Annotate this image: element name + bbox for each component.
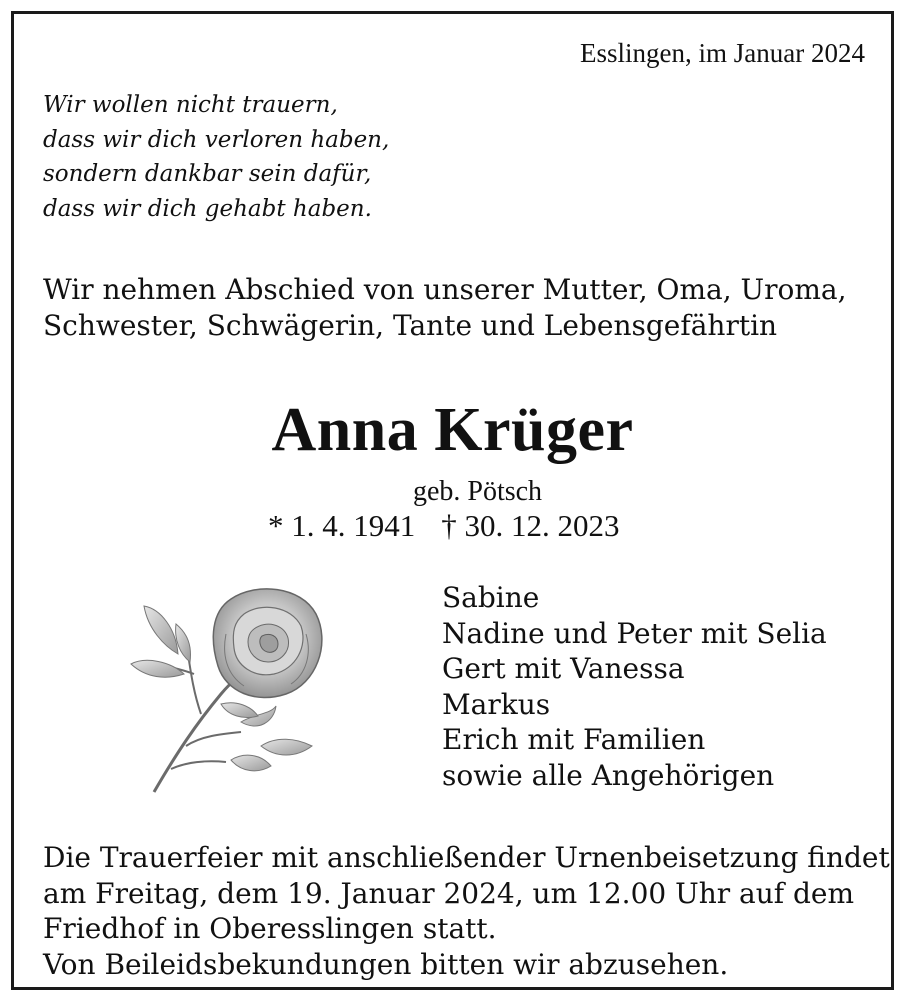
- family-member: Markus: [442, 687, 551, 721]
- poem-line: dass wir dich gehabt haben.: [43, 195, 372, 222]
- poem-line: sondern dankbar sein dafür,: [43, 161, 372, 187]
- place-date: Esslingen, im Januar 2024: [580, 38, 865, 68]
- funeral-line: Friedhof in Oberesslingen statt.: [43, 912, 497, 945]
- family-member: Erich mit Familien: [442, 723, 706, 756]
- funeral-line: Die Trauerfeier mit anschließender Urnenbeisetzung findet: [43, 841, 890, 874]
- family-member: Nadine und Peter mit Selia: [442, 616, 827, 650]
- funeral-info: [43, 840, 890, 982]
- family-member: sowie alle Angehörigen: [442, 758, 775, 792]
- family-member: Gert mit Vanessa: [442, 652, 685, 685]
- funeral-line: Von Beileidsbekundungen bitten wir abzusehen.: [43, 947, 729, 981]
- intro-line: Wir nehmen Abschied von unserer Mutter, Oma, Uroma,: [43, 273, 847, 306]
- family-list: [442, 580, 827, 793]
- poem-line: dass wir dich verloren haben,: [43, 126, 390, 153]
- death-date: † 30. 12. 2023: [441, 508, 620, 543]
- family-member: Sabine: [442, 581, 540, 614]
- poem: [43, 88, 389, 226]
- poem-line: Wir wollen nicht trauern,: [43, 92, 338, 118]
- life-dates: [268, 508, 620, 544]
- deceased-name: Anna Krüger: [271, 396, 634, 464]
- rose-icon: [126, 574, 336, 804]
- birth-date: * 1. 4. 1941: [268, 508, 416, 543]
- maiden-name: geb. Pötsch: [412, 476, 543, 507]
- intro-line: Schwester, Schwägerin, Tante und Lebensgefährtin: [43, 309, 778, 342]
- obituary-notice: [11, 11, 894, 990]
- farewell-intro: [43, 272, 847, 344]
- funeral-line: am Freitag, dem 19. Januar 2024, um 12.00 Uhr auf dem: [43, 876, 855, 910]
